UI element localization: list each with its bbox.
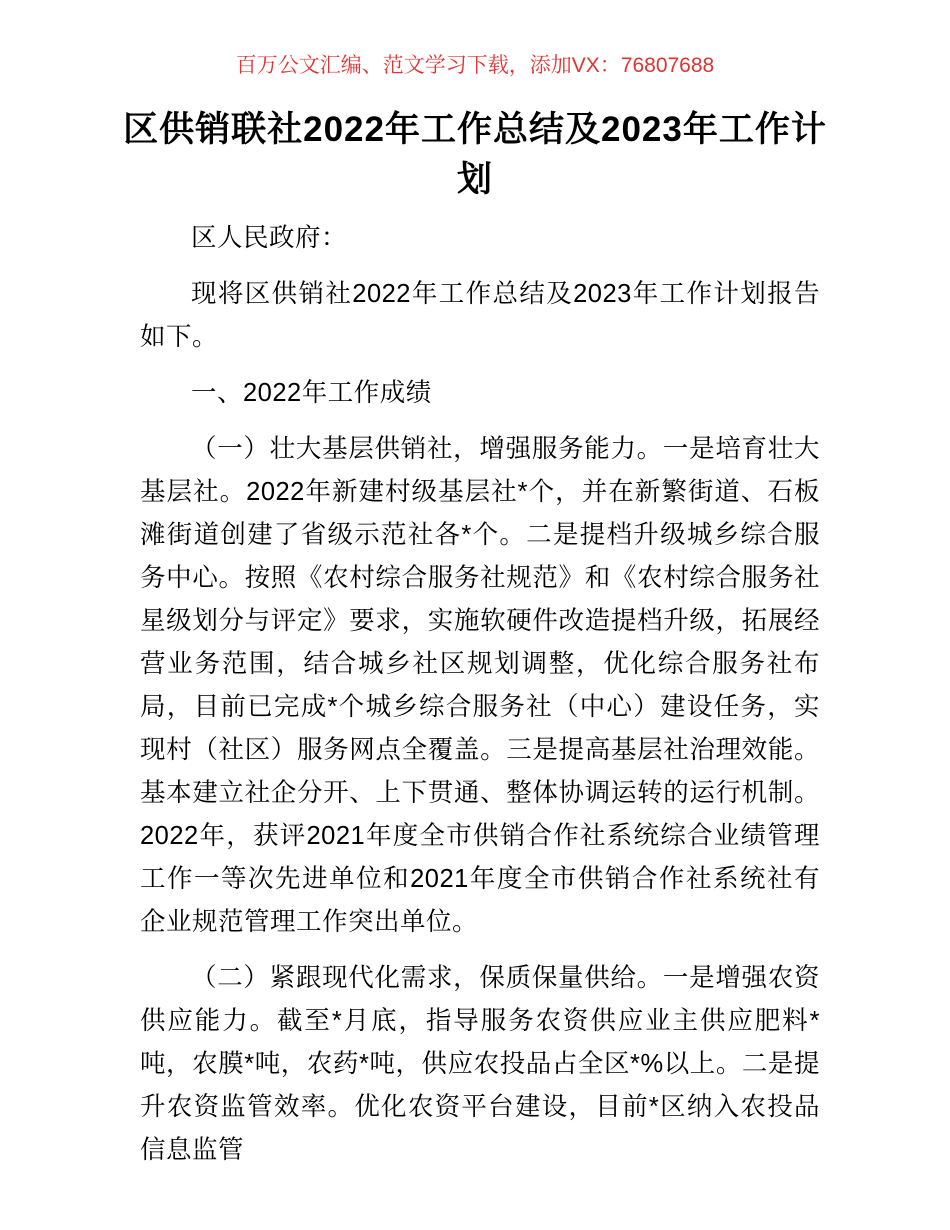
document-title-line-2: 划 — [456, 160, 493, 199]
document-title — [70, 105, 880, 205]
section-heading-2022-achievements: 一、2022年工作成绩 — [191, 379, 432, 407]
document-body — [140, 217, 820, 1172]
document-title-line-1: 区供销联社2022年工作总结及2023年工作计 — [123, 110, 827, 149]
salutation: 区人民政府： — [191, 224, 348, 252]
watermark-banner: 百万公文汇编、范文学习下载，添加VX：76807688 — [235, 54, 715, 77]
paragraph-section-1-item-2: （二）紧跟现代化需求，保质保量供给。一是增强农资供应能力。截至*月底，指导服务农资供应业主供应肥料*吨，农膜*吨，农药*吨，供应农投品占全区*%以上。二是提升农资监管效率。优化农资平台建设，目前*区纳入农投品信息监管 — [140, 964, 820, 1164]
paragraph-intro: 现将区供销社2022年工作总结及2023年工作计划报告如下。 — [140, 280, 820, 351]
paragraph-section-1-item-1: （一）壮大基层供销社，增强服务能力。一是培育壮大基层社。2022年新建村级基层社*个，并在新繁街道、石板滩街道创建了省级示范社各*个。二是提档升级城乡综合服务中心。按照《农村综合服务社规范》和《农村综合服务社星级划分与评定》要求，实施软硬件改造提档升级，拓展经营业务范围，结合城乡社区规划调整，优化综合服务社布局，目前已完成*个城乡综合服务社（中心）建设任务，实现村（社区）服务网点全覆盖。三是提高基层社治理效能。基本建立社企分开、上下贯通、整体协调运转的运行机制。2022年，获评2021年度全市供销合作社系统综合业绩管理工作一等次先进单位和2021年度全市供销合作社系统社有企业规范管理工作突出单位。 — [140, 435, 820, 936]
